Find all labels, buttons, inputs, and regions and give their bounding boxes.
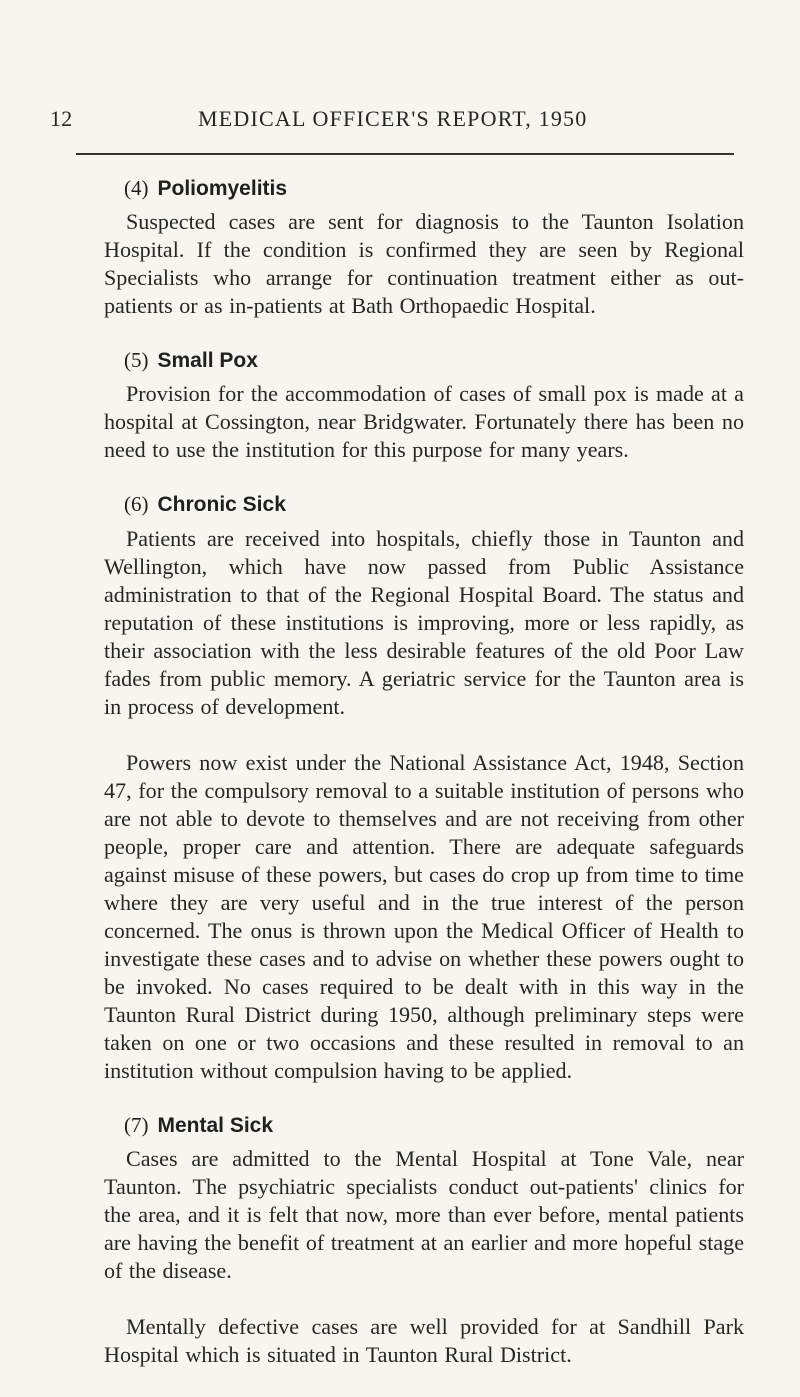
section-number: (4) [124,176,149,200]
section-title: Small Pox [157,349,258,373]
paragraph: Mentally defective cases are well provided for at Sandhill Park Hospital which is situated in Taunton Rural District. [104,1313,744,1367]
section-number: (5) [124,348,149,373]
paragraph: Powers now exist under the National Assistance Act, 1948, Section 47, for the compulsory removal to a suitable institution of persons who are not able to devote to themselves and are not receiving from other people, proper care and attention. There are adequate safeguards against misuse of these powers, but cases do crop up from time to time where they are very useful and in the true interest of the person concerned. The onus is thrown upon the Medical Officer of Health to investigate these cases and to advise on whether these powers ought to be invoked. No cases required to be dealt with in this way in the Taunton Rural District during 1950, although preliminary steps were taken on one or two occasions and these resulted in removal to an institution without compulsion having to be applied. [104,749,744,1083]
section-heading [124,1113,744,1138]
paragraph: Suspected cases are sent for diagnosis to the Taunton Isolation Hospital. If the condition is confirmed they are seen by Regional Specialists who arrange for continuation treatment either as out-patients or as in-patients at Bath Orthopaedic Hospital. [104,209,744,319]
section-mental-sick [104,1113,744,1369]
paragraph: Patients are received into hospitals, chiefly those in Taunton and Wellington, which have now passed from Public Assistance administration to that of the Regional Hospital Board. The status and reputation of these institutions is improving, more or less rapidly, as their association with the less desirable features of the old Poor Law fades from public memory. A geriatric service for the Taunton area is in process of development. [104,525,744,719]
running-title: MEDICAL OFFICER'S REPORT, 1950 [198,106,588,131]
section-number: (7) [124,1112,149,1137]
section-poliomyelitis [104,176,744,320]
header-rule [76,153,734,155]
page-header [50,106,750,146]
paragraph: Cases are admitted to the Mental Hospital at Tone Vale, near Taunton. The psychiatric specialists conduct out-patients' clinics for the area, and it is felt that now, more than ever before, mental patients are having the benefit of treatment at an earlier and more hopeful stage of the disease. [104,1145,744,1283]
section-small-pox [104,348,744,464]
section-title: Chronic Sick [157,493,286,517]
section-heading [124,176,744,201]
section-title: Poliomyelitis [157,177,288,200]
section-title: Mental Sick [157,1113,274,1137]
report-content [104,176,744,1397]
paragraph: Provision for the accommodation of cases of small pox is made at a hospital at Cossington, near Bridgwater. Fortunately there has been no need to use the institution for this purpose for many years. [104,381,744,463]
section-number: (6) [124,492,149,517]
page-number: 12 [50,106,73,131]
section-chronic-sick [104,492,744,1084]
section-heading [124,492,744,517]
section-heading [124,348,744,373]
